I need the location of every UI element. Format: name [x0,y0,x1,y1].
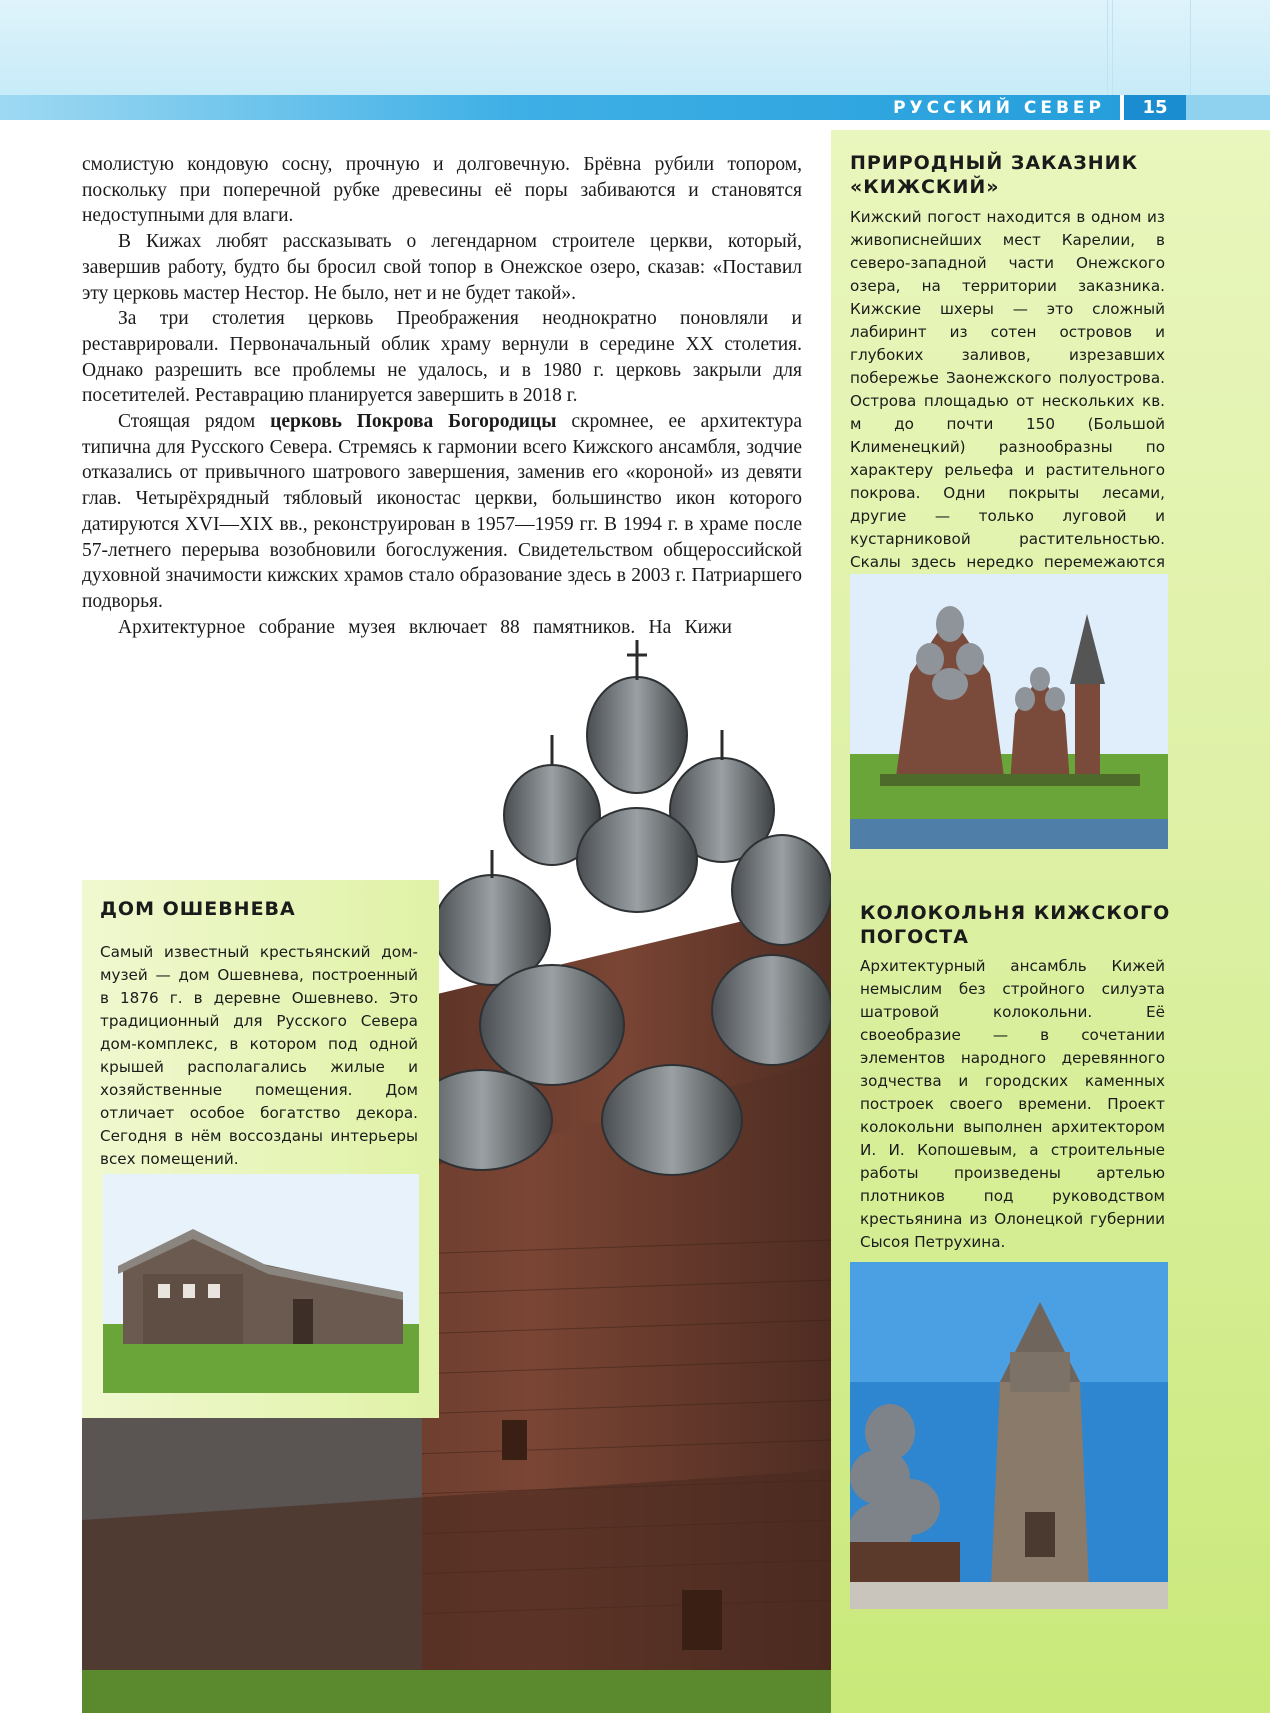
header-stripe-end [1186,95,1270,120]
bold-term: церковь Покрова Богородицы [270,411,557,433]
house-text: Самый известный крестьянский дом-музей — дом Ошевнева, построенный в 1876 г. в деревне Ошевнево. Это традиционный для Русского Севера дом-комплекс, в котором под одной крышей располагались жилые и хозяйственные помещения. Дом отличает особое богатство декора. Сегодня в нём воссозданы интерьеры всех помещений. [100,943,418,1168]
text-run: скромнее, ее архитектура типична для Русского Севера. Стремясь к гармонии всего Кижского ансамбля, зодчие отказались от привычного шатрового завершения, заменив его «короной» из девяти глав. Четырёхрядный тябловый иконостас церкви, большинство икон которого датируются XVI—XIX вв., реконструирован в 1957—1959 гг. В 1994 г. в храме после 57-летнего перерыва возобновили богослужения. Свидетельством общероссийской духовной значимости кижских храмов стало образование здесь в 2003 г. Патриаршего подворья. [82,411,803,612]
bell-tower-photo [850,1262,1168,1609]
header-divider [1107,0,1108,95]
paragraph: За три столетия церковь Преображения неоднократно поновляли и реставрировали. Первоначальный облик храму вернули в середине XX столетия. Однако разрешить все проблемы не удалось, и в 1980 г. церковь закрыли для посетителей. Реставрацию планируется завершить в 2018 г. [82,308,802,407]
header-band [0,0,1270,95]
reserve-text: Кижский погост находится в одном из живописнейших мест Карелии, в северо-западной части Онежского озера, на территории заказника. Кижские шхеры — это сложный лабиринт из сотен островов и глубоких заливов, изрезавших побережье Заонежского полуострова. Острова площадью от нескольких кв. м до почти 150 (Большой Клименецкий) разнообразны по характеру рельефа и растительного покрова. Одни покрыты лесами, другие — только луговой и кустарниковой растительностью. Скалы здесь нередко перемежаются [850,208,1165,571]
paragraph [82,409,802,615]
paragraph: Архитектурное собрание музея включает 88 памятников. На Кижи [118,616,732,638]
section-title: РУССКИЙ СЕВЕР [893,98,1105,118]
page-number: 15 [1120,95,1186,120]
bell-tower-title: КОЛОКОЛЬНЯ КИЖСКОГО ПОГОСТА [860,902,1171,948]
header-divider [1112,0,1113,95]
oshevnev-house-photo [103,1174,419,1393]
paragraph: В Кижах любят рассказывать о легендарном строителе церкви, который, завершив работу, будто бы бросил свой топор в Онежское озеро, сказав: «Поставил эту церковь мастер Нестор. Не было, нет и не будет такой». [82,231,802,304]
header-divider [1190,0,1191,95]
reserve-title: ПРИРОДНЫЙ ЗАКАЗНИК «КИЖСКИЙ» [850,152,1139,198]
paragraph: смолистую кондовую сосну, прочную и долговечную. Брёвна рубили топором, поскольку при поперечной рубке древесины её поры забиваются и становятся недоступными для влаги. [82,154,802,227]
house-title: ДОМ ОШЕВНЕВА [100,898,296,920]
kizhi-pogost-photo [850,574,1168,849]
text-run: Стоящая рядом [118,411,271,433]
bell-tower-text: Архитектурный ансамбль Кижей немыслим без стройного силуэта шатровой колокольни. Её своеобразие — в сочетании элементов народного деревянного зодчества и городских каменных построек своего времени. Проект колокольни выполнен архитектором И. И. Копошевым, а строительные работы произведены артелью плотников под руководством крестьянина из Олонецкой губернии Сысоя Петрухина. [860,957,1165,1251]
